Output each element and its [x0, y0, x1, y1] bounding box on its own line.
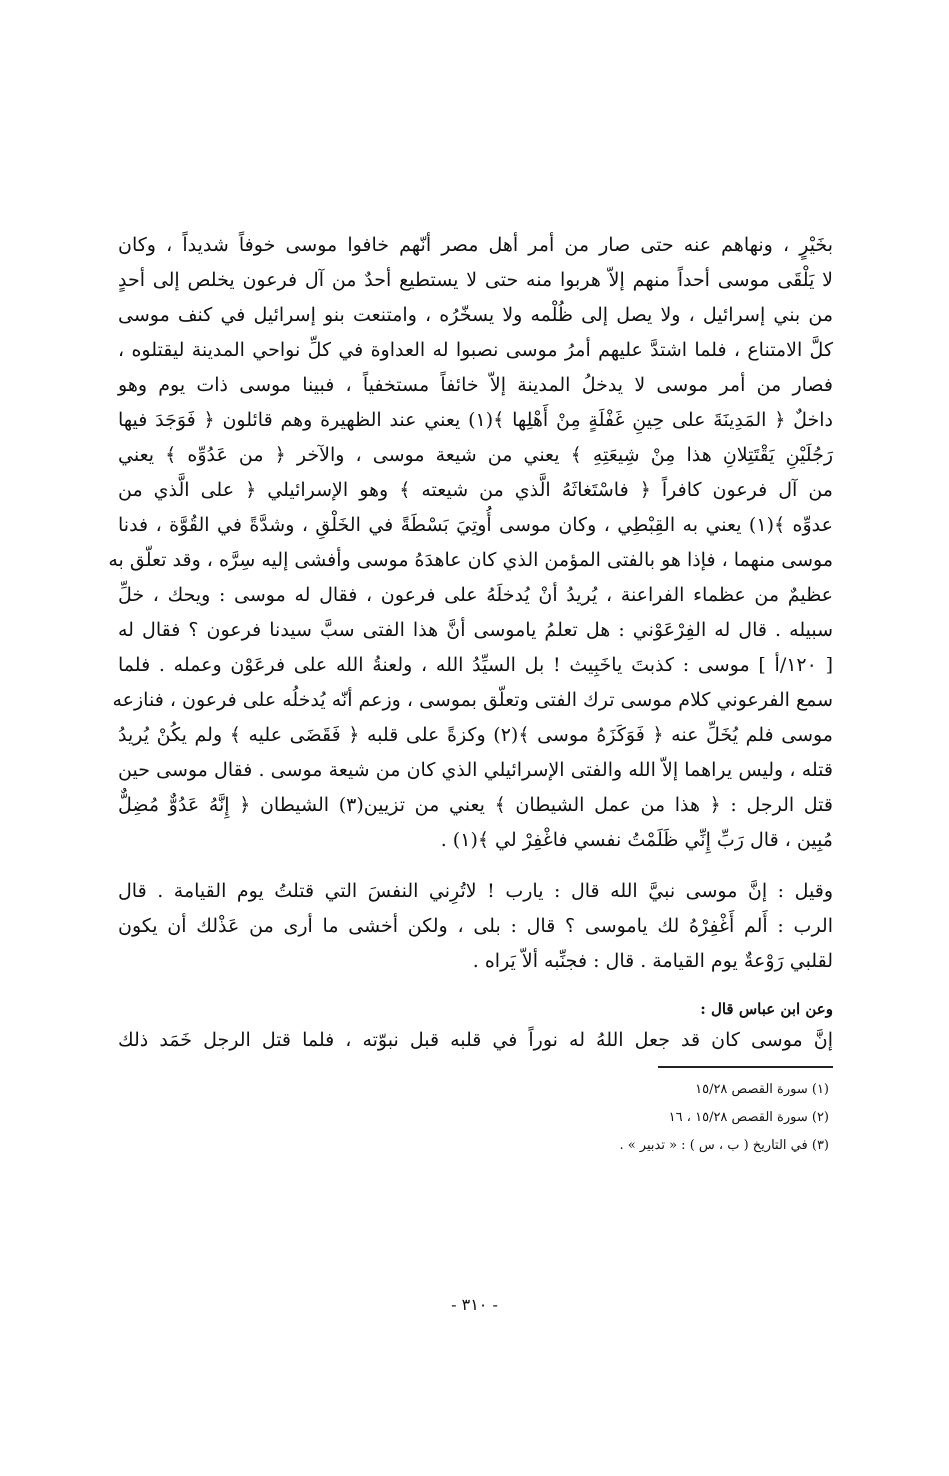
text-line: عظيمٌ من عظماء الفراعنة ، يُريدُ أنْ يُدخلَهُ على فرعون ، فقال له موسى : ويحك ، خلِّ — [118, 584, 833, 606]
text-line: من آل فرعون كافراً ﴿ فاسْتَغاثَهُ الَّذي من شيعته ﴾ وهو الإسرائيلي ﴿ على الَّذي من — [118, 479, 833, 501]
third-paragraph — [118, 1023, 833, 1058]
text-line: بخَيْرٍ ، ونهاهم عنه حتى صار من أمر أهل مصر أنّهم خافوا موسى خوفاً شديداً ، وكان — [118, 234, 833, 256]
page-body — [108, 228, 833, 1160]
footnotes — [118, 1076, 833, 1160]
text-line: لقلبي رَوْعةٌ يوم القيامة . قال : فجنِّبه ألاّ يَراه . — [472, 950, 833, 972]
text-line: [ ١٢٠/أ ] موسى : كذبتَ ياخَبِيث ! بل السيِّدُ الله ، ولعنةُ الله على فرعَوْن وعمله . فلما — [118, 654, 833, 676]
text-line: قتل الرجل : ﴿ هذا من عمل الشيطان ﴾ يعني من تزيين(٣) الشيطان ﴿ إِنَّهُ عَدُوٌّ مُضِلٌّ — [118, 794, 833, 816]
text-line: وقيل : إنَّ موسى نبيَّ الله قال : يارب ! لاتُرِني النفسَ التي قتلتُ يوم القيامة . قال — [118, 880, 833, 902]
text-line: لا يَلْقَى موسى أحداً منهم إلاّ هربوا منه حتى لا يستطيع أحدٌ من آل فرعون يخلص إلى أحدٍ — [118, 269, 833, 291]
text-line: الرب : أَلم أَغْفِرْهُ لك ياموسى ؟ قال : بلى ، ولكن أخشى ما أرى من عَذْلك أن يكون — [118, 915, 833, 937]
text-line: فصار من أمر موسى لا يدخلُ المدينة إلاّ خائفاً مستخفياً ، فبينا موسى ذات يوم وهو — [118, 374, 833, 396]
footnote-1: (١) سورة القصص ١٥/٢٨ — [695, 1082, 829, 1097]
footnote-2: (٢) سورة القصص ١٥/٢٨ ، ١٦ — [668, 1110, 829, 1125]
text-line: قتله ، وليس يراهما إلاّ الله والفتى الإسرائيلي الذي كان من شيعة موسى . فقال موسى حين — [118, 759, 833, 781]
text-line: سبيله . قال له الفِرْعَوْني : هل تعلمُ ياموسى أنَّ هذا الفتى سبَّ سيدنا فرعون ؟ فقال له — [118, 619, 833, 641]
footnote-3: (٣) في التاريخ ( ب ، س ) : « تدبير » . — [619, 1138, 829, 1153]
text-line: مُبِين ، قال رَبِّ إِنِّي ظَلَمْتُ نفسي فاغْفِرْ لي ﴾(١) . — [440, 829, 833, 851]
page-number: - ٣١٠ - — [451, 1295, 498, 1314]
text-line: موسى فلم يُخَلِّ عنه ﴿ فَوَكَزَهُ موسى ﴾(٢) وكزةً على قلبه ﴿ فَقَضَى عليه ﴾ ولم يكُنْ يُريدُ — [118, 724, 833, 746]
footnote-divider — [658, 1066, 833, 1068]
text-line: كلَّ الامتناع ، فلما اشتدَّ عليهم أمرُ موسى نصبوا له العداوة في كلِّ نواحي المدينة ليقتلوه ، — [118, 339, 833, 361]
subheading: وعن ابن عباس قال : — [700, 1000, 833, 1018]
text-line: موسى منهما ، فإذا هو بالفتى المؤمن الذي كان عاهدَهُ موسى وأفشى إليه سِرَّه ، وقد تعلّق به — [108, 549, 833, 571]
text-line: رَجُلَيْنِ يَقْتَتِلانِ هذا مِنْ شِيعَتِهِ ﴾ يعني من شيعة موسى ، والآخر ﴿ من عَدُوِّه ﴾ يعني — [118, 444, 833, 466]
text-line: سمع الفرعوني كلام موسى ترك الفتى وتعلّق بموسى ، وزعم أنّه يُدخلُه على فرعون ، فنازعه — [112, 689, 833, 711]
text-line: داخلٌ ﴿ المَدِينَةَ على حِينِ غَفْلَةٍ مِنْ أَهْلِها ﴾(١) يعني عند الظهيرة وهم قائلون ﴿ فَوَجَدَ فيها — [118, 409, 833, 431]
text-line: إنَّ موسى كان قد جعل اللهُ له نوراً في قلبه قبل نبوّته ، فلما قتل الرجل خَمَد ذلك — [118, 1029, 833, 1051]
main-paragraph — [108, 228, 833, 858]
text-line: عدوِّه ﴾(١) يعني به القِبْطِي ، وكان موسى أُوتِيَ بَسْطَةً في الخَلْقِ ، وشدَّةً في القُوَّة ، فدنا — [118, 514, 833, 536]
text-line: من بني إسرائيل ، ولا يصل إلى ظُلْمه ولا يسخّرُه ، وامتنعت بنو إسرائيل في كنف موسى — [118, 304, 833, 326]
second-paragraph — [118, 874, 833, 979]
